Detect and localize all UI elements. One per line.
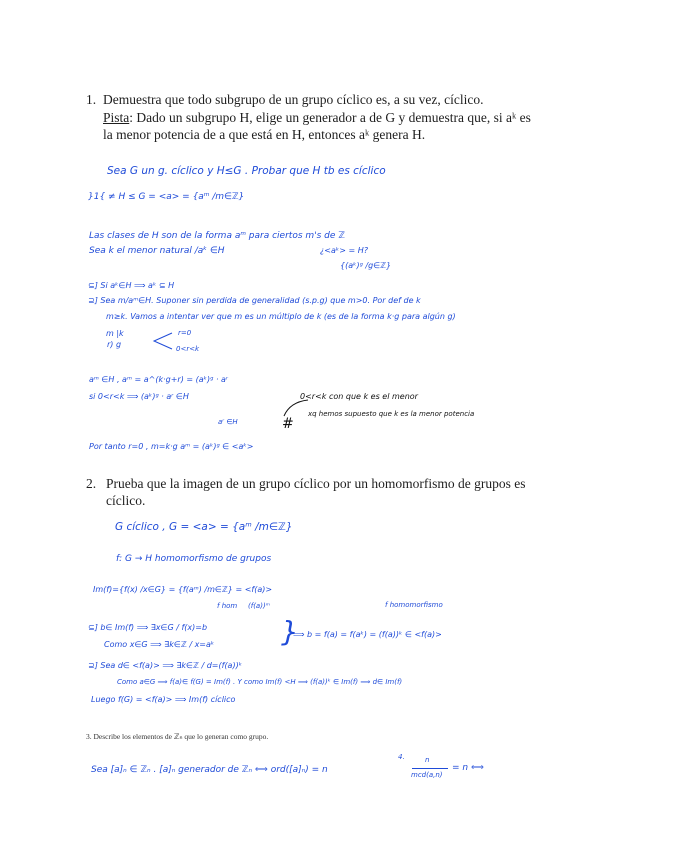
note2-line: Como a∈G ⟹ f(a)∈ f(G) = Im(f) . Y como Im(f) <H ⟹ (f(a))ᵏ ∈ Im(f) ⟹ d∈ Im(f)	[117, 678, 403, 686]
note2-line: G cíclico , G = <a> = {aᵐ /m∈ℤ}	[115, 521, 293, 533]
note1-line: si 0<r<k ⟹ (aᵏ)ᵍ · aʳ ∈H	[89, 392, 189, 401]
exercise-1-hint-line2: la menor potencia de a que está en H, entonces aᵏ genera H.	[103, 127, 426, 142]
note3-fraction-numerator: n	[425, 756, 430, 764]
note1-line: m≥k. Vamos a intentar ver que m es un múltiplo de k (es de la forma k·g para algún g)	[106, 312, 456, 321]
note1-line: m |k	[106, 329, 124, 338]
note2-line: Im(f)={f(x) /x∈G} = {f(aᵐ) /m∈ℤ} = <f(a)>	[93, 585, 273, 594]
fraction-bar	[412, 768, 448, 769]
note1-line: ¿<aᵏ> = H?	[320, 246, 369, 255]
note1-line: ⊇] Sea m/aᵐ∈H. Suponer sin perdida de generalidad (s.p.g) que m>0. Por def de k	[88, 296, 421, 305]
note1-line: 0<r<k con que k es el menor	[300, 392, 418, 401]
note1-line: }1{ ≠ H ≤ G = <a> = {aᵐ /m∈ℤ}	[88, 192, 245, 202]
note1-line: r) g	[107, 340, 122, 349]
exercise-2-line2: cíclico.	[106, 493, 146, 508]
exercise-2-number: 2.	[86, 476, 97, 491]
note3-fraction-denominator: mcd(a,n)	[411, 771, 443, 779]
note2-line: (f(a))ᵐ	[248, 602, 271, 610]
hint-label: Pista	[103, 110, 130, 125]
hint-text-1: : Dado un subgrupo H, elige un generador a de G y demuestra que, si aᵏ es	[129, 110, 531, 125]
note1-line: Las clases de H son de la forma aᵐ para ciertos m's de ℤ	[89, 231, 345, 241]
exercise-1-statement: Demuestra que todo subgrupo de un grupo cíclico es, a su vez, cíclico.	[103, 92, 484, 107]
division-arrows	[150, 330, 176, 352]
brace: }	[281, 615, 299, 648]
exercise-3-statement: 3. Describe los elementos de ℤₙ que lo generan como grupo.	[86, 732, 269, 741]
note1-line: r=0	[178, 329, 192, 337]
note2-line: ⊆] b∈ Im(f) ⟹ ∃x∈G / f(x)=b	[88, 623, 208, 632]
exercise-2-line1: Prueba que la imagen de un grupo cíclico por un homomorfismo de grupos es	[106, 476, 526, 491]
annotation-arrow	[280, 398, 310, 420]
note1-line: 0<r<k	[176, 345, 200, 353]
note1-line: Por tanto r=0 , m=k·g aᵐ = (aᵏ)ᵍ ∈ <aᵏ>	[89, 442, 254, 451]
note1-line: {(aᵏ)ᵍ /g∈ℤ}	[340, 261, 392, 270]
note1-line: Sea G un g. cíclico y H≤G . Probar que H tb es cíclico	[107, 165, 386, 177]
exercise-1-number: 1.	[86, 92, 97, 107]
note3-line: 4.	[398, 753, 405, 761]
exercise-1-hint-line1	[103, 110, 531, 126]
note2-line: ⊇] Sea d∈ <f(a)> ⟹ ∃k∈ℤ / d=(f(a))ᵏ	[88, 661, 243, 670]
note1-line: xq hemos supuesto que k es la menor potencia	[308, 410, 475, 418]
note3-line: Sea [a]ₙ ∈ ℤₙ . [a]ₙ generador de ℤₙ ⟺ ord([a]ₙ) = n	[91, 765, 328, 775]
note2-line: ⟹ b = f(a) = f(aᵏ) = (f(a))ᵏ ∈ <f(a)>	[293, 630, 442, 639]
note2-line: f: G → H homomorfismo de grupos	[116, 554, 272, 564]
note2-line: f hom	[217, 602, 238, 610]
note1-line: #	[282, 416, 294, 432]
note2-line: Como x∈G ⟹ ∃k∈ℤ / x=aᵏ	[104, 640, 215, 649]
note1-line: aᵐ ∈H , aᵐ = a^(k·g+r) = (aᵏ)ᵍ · aʳ	[89, 375, 228, 384]
note1-line: Sea k el menor natural /aᵏ ∈H	[89, 246, 225, 256]
note2-line: f homomorfismo	[385, 601, 443, 609]
note1-line: aʳ ∈H	[218, 418, 238, 426]
note2-line: Luego f(G) = <f(a)> ⟹ Im(f) cíclico	[91, 695, 236, 704]
note3-line: = n ⟺	[452, 763, 484, 773]
note1-line: ⊆] Si aᵏ∈H ⟹ aᵏ ⊆ H	[88, 281, 175, 290]
